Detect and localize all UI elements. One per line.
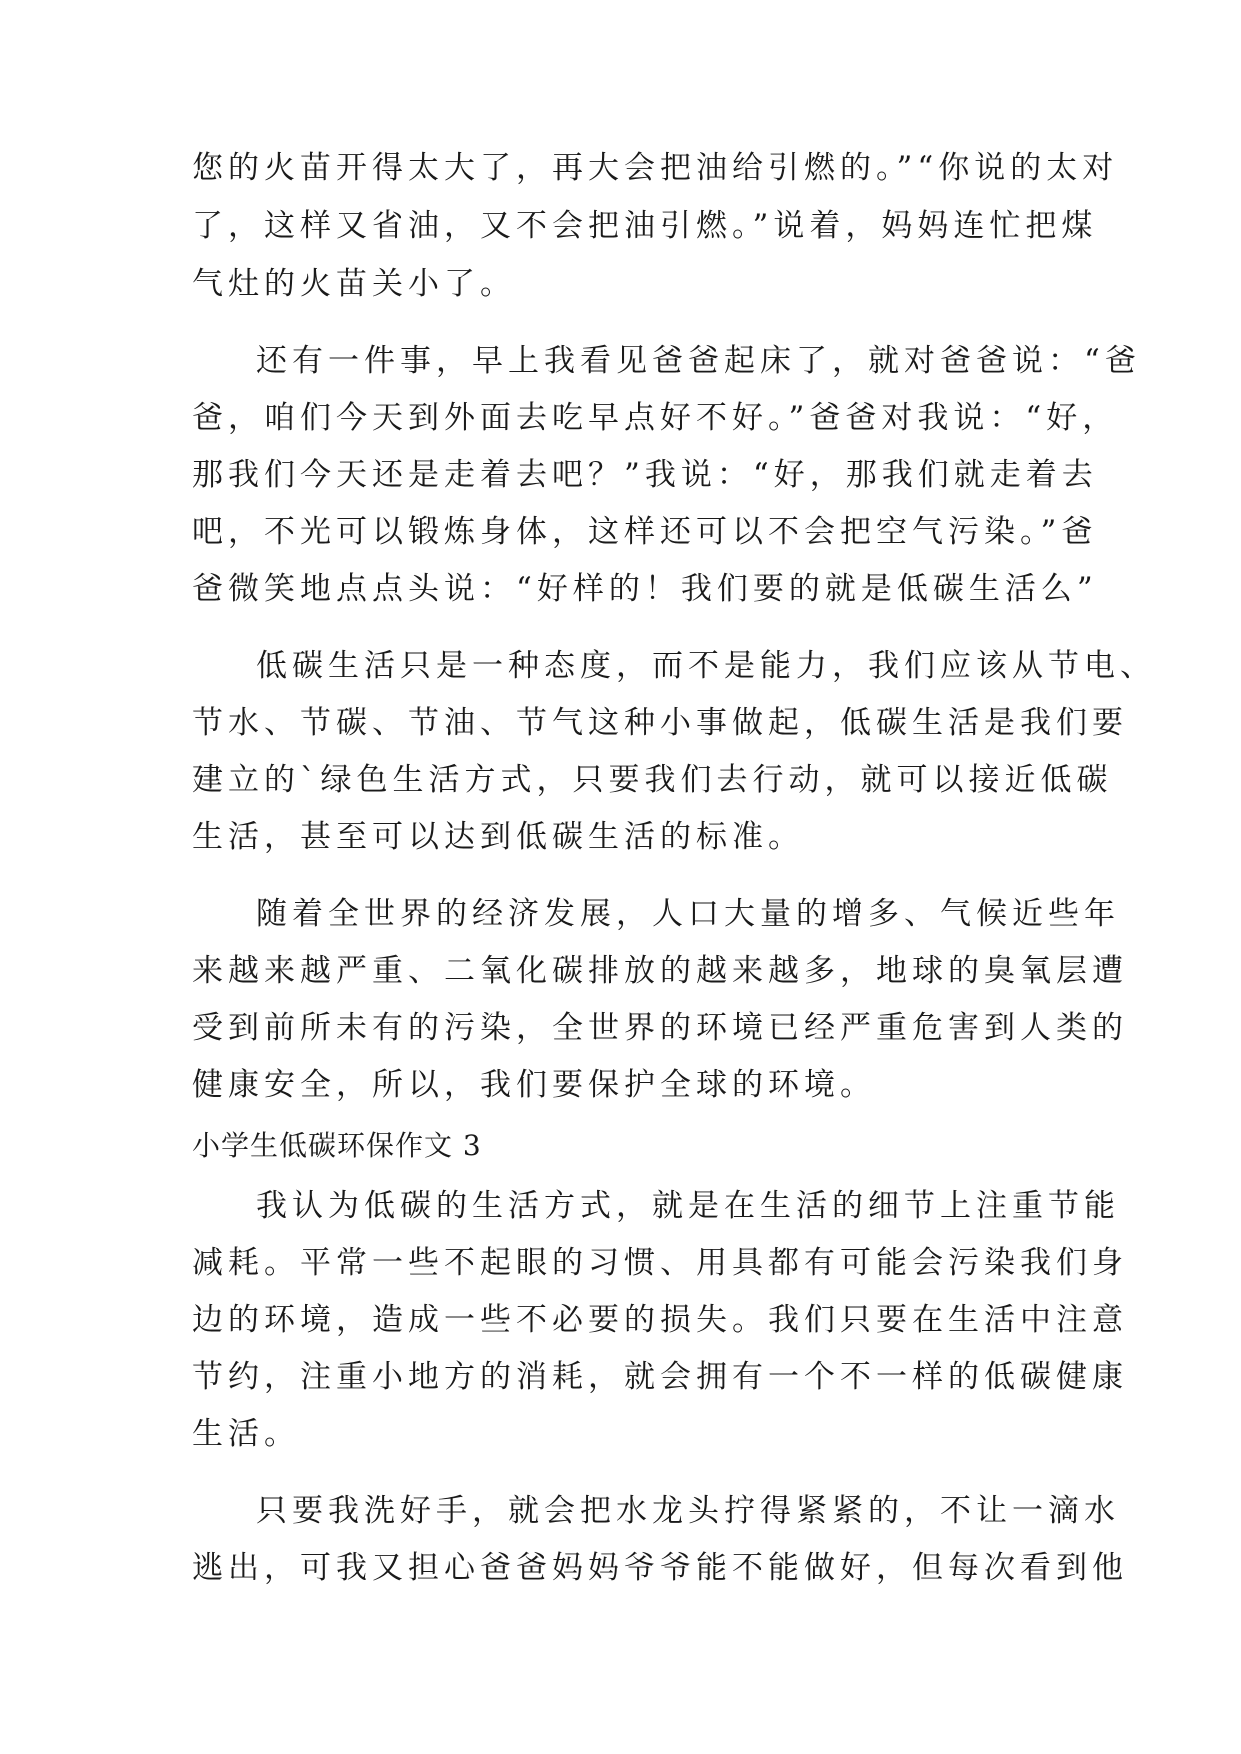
text-line: 节约，注重小地方的消耗，就会拥有一个不一样的低碳健康 bbox=[192, 1359, 1128, 1395]
text-line: 随着全世界的经济发展，人口大量的增多、气候近些年 bbox=[256, 896, 1120, 932]
text-line: 还有一件事，早上我看见爸爸起床了，就对爸爸说：“爸 bbox=[256, 343, 1141, 379]
text-line: 那我们今天还是走着去吧？”我说：“好，那我们就走着去 bbox=[192, 457, 1098, 493]
text-line: 我认为低碳的生活方式，就是在生活的细节上注重节能 bbox=[256, 1188, 1120, 1224]
text-line: 只要我洗好手，就会把水龙头拧得紧紧的，不让一滴水 bbox=[256, 1493, 1120, 1529]
text-line: 边的环境，造成一些不必要的损失。我们只要在生活中注意 bbox=[192, 1302, 1128, 1338]
text-line: 生活，甚至可以达到低碳生活的标准。 bbox=[192, 819, 804, 855]
text-line: 气灶的火苗关小了。 bbox=[192, 266, 516, 302]
text-line: 吧，不光可以锻炼身体，这样还可以不会把空气污染。”爸 bbox=[192, 514, 1098, 550]
text-line: 低碳生活只是一种态度，而不是能力，我们应该从节电、 bbox=[256, 648, 1156, 684]
section-heading: 小学生低碳环保作文 3 bbox=[192, 1129, 482, 1162]
text-line: 逃出，可我又担心爸爸妈妈爷爷能不能做好，但每次看到他 bbox=[192, 1550, 1128, 1586]
text-line: 节水、节碳、节油、节气这种小事做起，低碳生活是我们要 bbox=[192, 705, 1128, 741]
text-line: 建立的`绿色生活方式，只要我们去行动，就可以接近低碳 bbox=[192, 762, 1113, 798]
text-line: 健康安全，所以，我们要保护全球的环境。 bbox=[192, 1067, 876, 1103]
text-line: 爸微笑地点点头说：“好样的！我们要的就是低碳生活么” bbox=[192, 571, 1098, 607]
text-line: 减耗。平常一些不起眼的习惯、用具都有可能会污染我们身 bbox=[192, 1245, 1128, 1281]
text-line: 爸，咱们今天到外面去吃早点好不好。”爸爸对我说：“好， bbox=[192, 400, 1119, 436]
text-line: 来越来越严重、二氧化碳排放的越来越多，地球的臭氧层遭 bbox=[192, 953, 1128, 989]
text-line: 了，这样又省油，又不会把油引燃。”说着，妈妈连忙把煤 bbox=[192, 208, 1098, 244]
text-line: 生活。 bbox=[192, 1416, 300, 1452]
text-line: 受到前所未有的污染，全世界的环境已经严重危害到人类的 bbox=[192, 1010, 1128, 1046]
text-line: 您的火苗开得太大了，再大会把油给引燃的。”“你说的太对 bbox=[192, 150, 1119, 186]
